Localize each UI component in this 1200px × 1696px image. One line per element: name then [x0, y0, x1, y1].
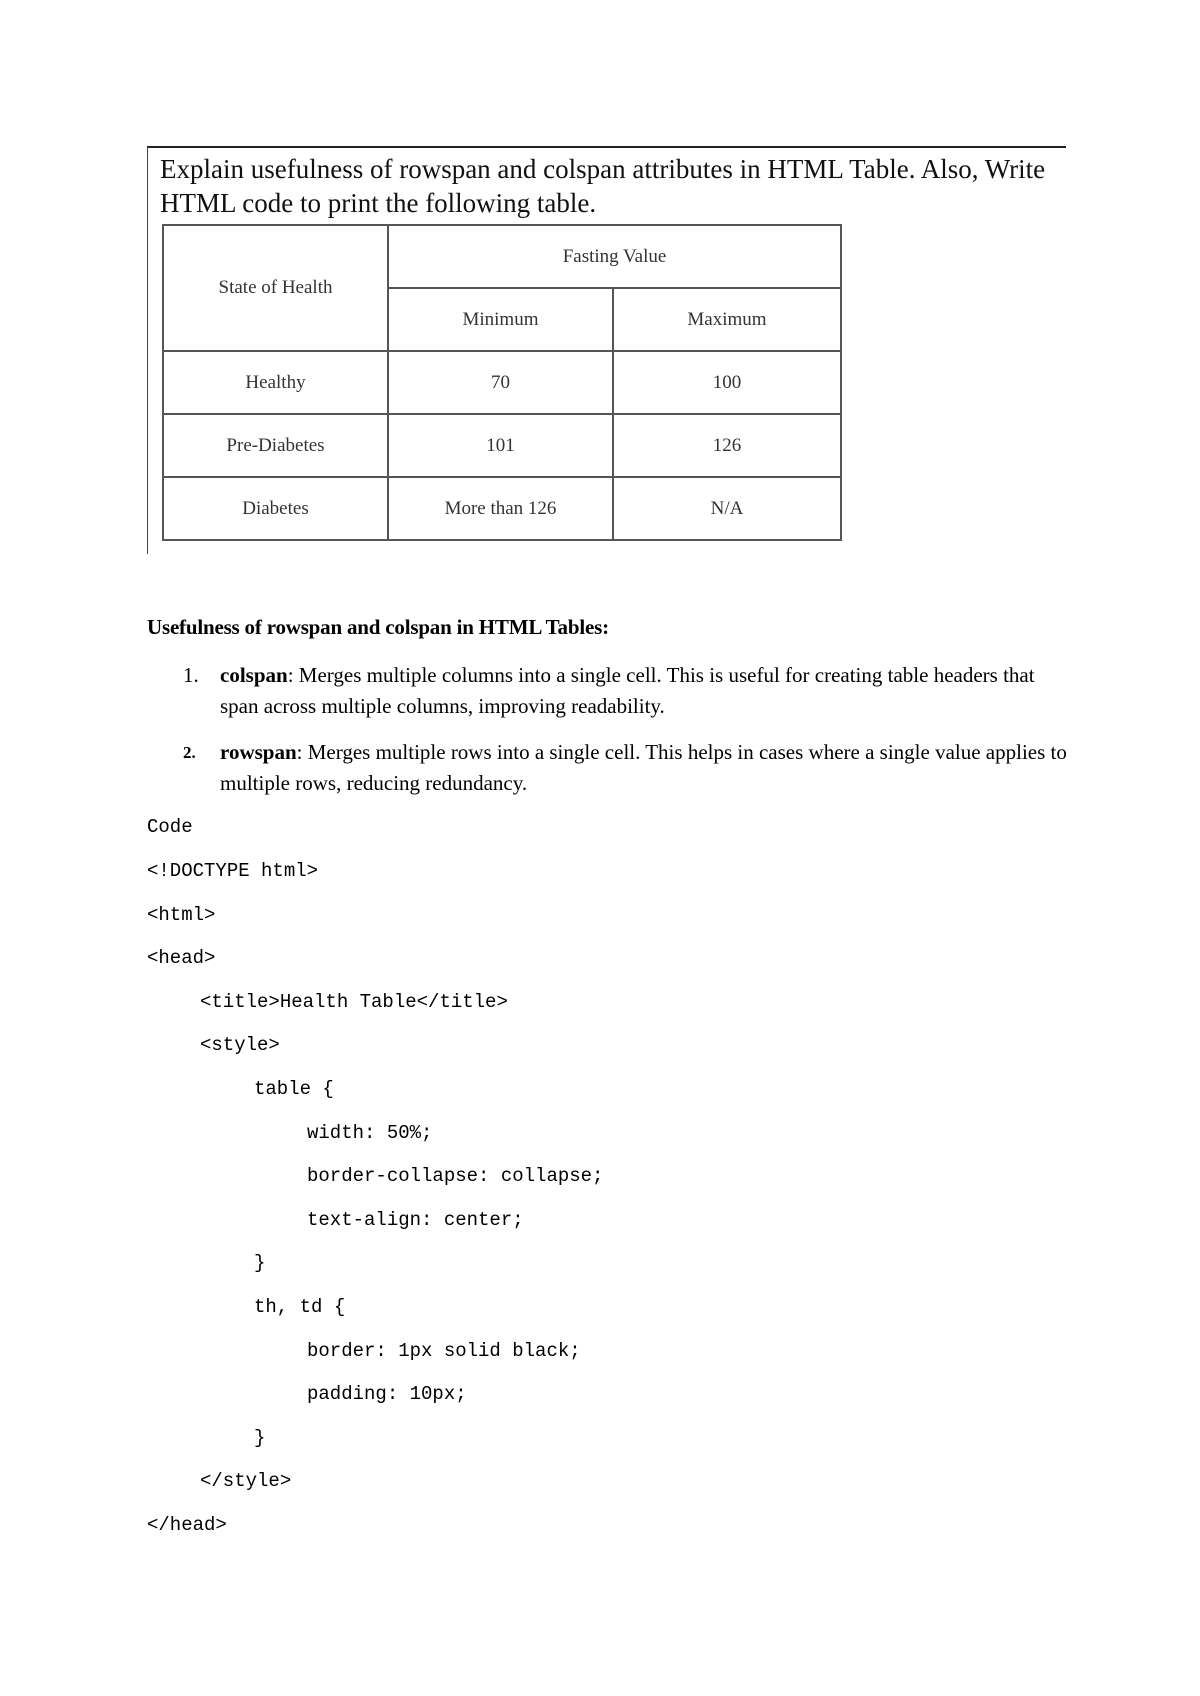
list-number: 2. [183, 743, 196, 762]
point-description: : Merges multiple columns into a single cell. This is useful for creating table headers that span across multiple columns, improving readability. [220, 663, 1035, 718]
code-label: Code [147, 816, 193, 838]
term-colspan: colspan [220, 663, 288, 687]
code-line: text-align: center; [307, 1208, 524, 1231]
code-line: <html> [147, 903, 216, 926]
cell-min: 101 [388, 414, 613, 477]
code-line: <style> [200, 1034, 280, 1057]
term-rowspan: rowspan [220, 740, 297, 764]
fasting-value-table [162, 224, 842, 541]
cell-min: More than 126 [388, 477, 613, 540]
cell-max: 100 [613, 351, 841, 414]
code-line: <!DOCTYPE html> [147, 860, 319, 882]
list-item [147, 737, 1067, 799]
header-minimum: Minimum [388, 288, 613, 351]
section-heading: Usefulness of rowspan and colspan in HTML Tables: [147, 615, 609, 639]
code-line: <title>Health Table</title> [200, 990, 508, 1013]
table-row [163, 351, 841, 414]
header-fasting-value: Fasting Value [388, 225, 841, 288]
cell-state: Healthy [163, 351, 388, 414]
header-state-of-health: State of Health [163, 225, 388, 351]
list-item [147, 660, 1067, 722]
cell-state: Diabetes [163, 477, 388, 540]
question-text: Explain usefulness of rowspan and colspan attributes in HTML Table. Also, Write HTML code to print the following table. [160, 154, 1046, 218]
question-image [147, 146, 1066, 554]
cell-state: Pre-Diabetes [163, 414, 388, 477]
code-block [147, 860, 603, 1558]
code-line: border: 1px solid black; [307, 1339, 581, 1362]
code-line: th, td { [254, 1295, 346, 1318]
cell-max: 126 [613, 414, 841, 477]
code-line: </style> [200, 1470, 292, 1493]
header-maximum: Maximum [613, 288, 841, 351]
cell-max: N/A [613, 477, 841, 540]
list-number: 1. [183, 663, 199, 687]
code-line: <head> [147, 947, 216, 970]
usefulness-list [147, 660, 1067, 814]
code-line: table { [254, 1077, 334, 1100]
point-description: : Merges multiple rows into a single cell. This helps in cases where a single value applies to multiple rows, reducing redundancy. [220, 740, 1067, 795]
code-line: width: 50%; [307, 1121, 433, 1144]
code-line: } [254, 1252, 266, 1275]
table-row [163, 477, 841, 540]
cell-min: 70 [388, 351, 613, 414]
code-line: } [254, 1426, 266, 1449]
code-line: border-collapse: collapse; [307, 1165, 604, 1188]
code-line: </head> [147, 1513, 227, 1536]
code-line: padding: 10px; [307, 1383, 467, 1406]
table-row [163, 414, 841, 477]
